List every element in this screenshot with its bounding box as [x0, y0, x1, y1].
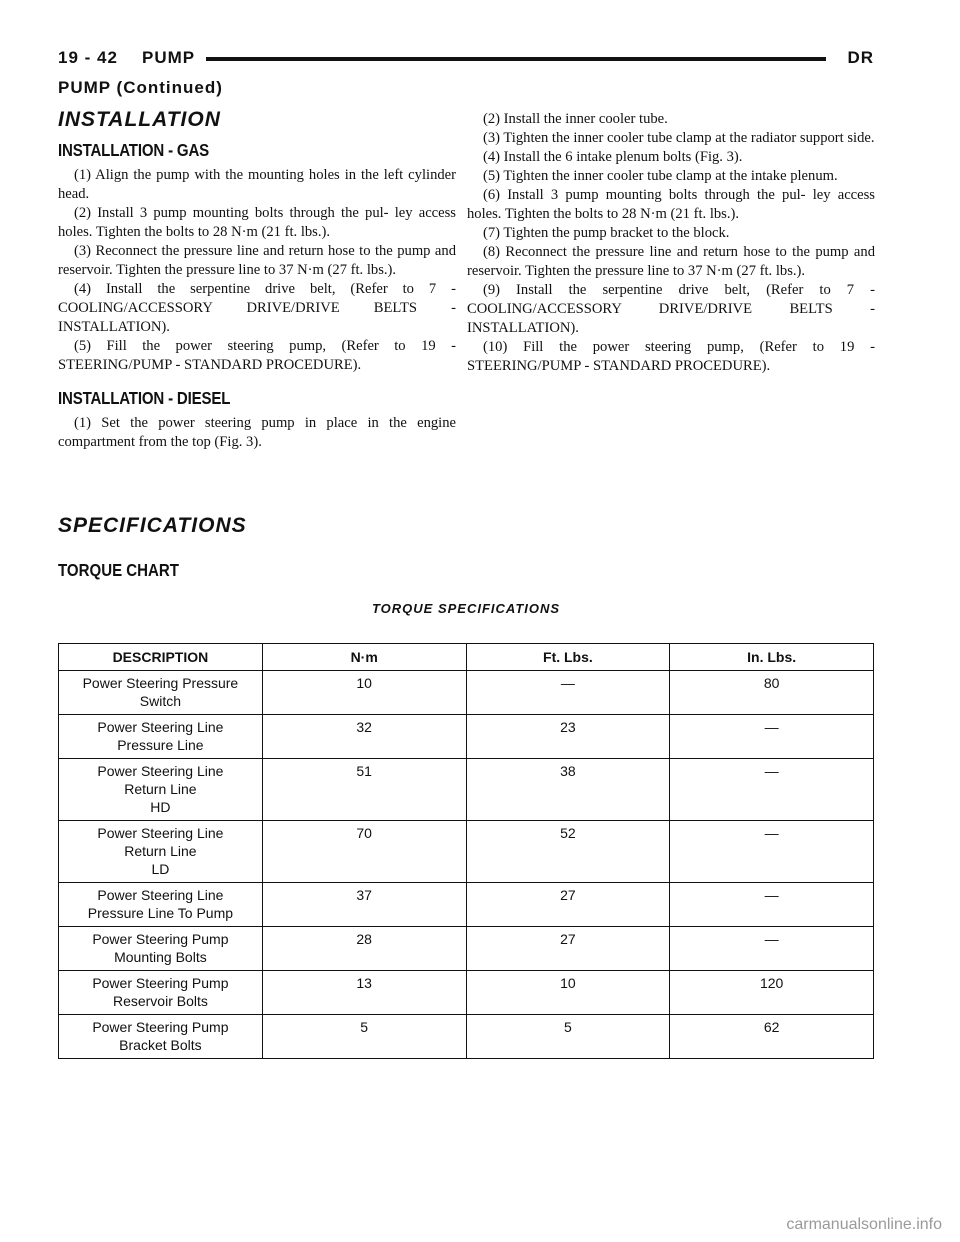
table-body [59, 671, 874, 1059]
column-header-description: DESCRIPTION [59, 644, 263, 671]
diesel-step: (10) Fill the power steering pump, (Refer to 19 - STEERING/PUMP - STANDARD PROCEDURE). [467, 339, 875, 374]
description-line: HD [150, 799, 171, 815]
torque-chart-heading: TORQUE CHART [58, 560, 179, 580]
diesel-step: (4) Install the 6 intake plenum bolts (Fig. 3). [483, 149, 743, 165]
installation-diesel-heading: INSTALLATION - DIESEL [58, 388, 231, 408]
installation-gas-heading: INSTALLATION - GAS [58, 140, 210, 160]
cell-nm: 10 [262, 671, 466, 715]
specifications-heading: SPECIFICATIONS [58, 514, 247, 537]
diesel-step: (6) Install 3 pump mounting bolts through the pul- ley access holes. Tighten the bolts to 28 N·m (21 ft. lbs.). [467, 187, 875, 222]
cell-ft-lbs: 10 [466, 971, 670, 1015]
torque-specifications-table [58, 643, 874, 1059]
cell-in-lbs: — [670, 883, 874, 927]
installation-heading: INSTALLATION [58, 108, 221, 131]
table-header-row [59, 644, 874, 671]
table-row [59, 971, 874, 1015]
header-rule [206, 57, 826, 61]
left-column [58, 110, 456, 452]
cell-nm: 5 [262, 1015, 466, 1059]
cell-nm: 28 [262, 927, 466, 971]
description-line: Power Steering Line [97, 887, 224, 903]
description-line: Power Steering Line [97, 719, 224, 735]
cell-ft-lbs: 27 [466, 883, 670, 927]
diesel-step: (7) Tighten the pump bracket to the block. [483, 225, 730, 241]
diesel-step: (9) Install the serpentine drive belt, (Refer to 7 - COOLING/ACCESSORY DRIVE/DRIVE BELTS - INSTALLATION). [467, 282, 875, 336]
table-row [59, 821, 874, 883]
description-line: Power Steering Pump [92, 1019, 229, 1035]
gas-step: (1) Align the pump with the mounting holes in the left cylinder head. [58, 167, 456, 202]
cell-ft-lbs: 27 [466, 927, 670, 971]
description-line: Reservoir Bolts [112, 993, 208, 1009]
description-line: Switch [139, 693, 182, 709]
description-line: Power Steering Pump [92, 975, 229, 991]
cell-ft-lbs: — [466, 671, 670, 715]
description-line: Pressure Line To Pump [87, 905, 234, 921]
table-caption: TORQUE SPECIFICATIONS [371, 601, 561, 616]
description-line: Return Line [124, 843, 197, 859]
cell-ft-lbs: 23 [466, 715, 670, 759]
model-code: DR [847, 48, 874, 67]
cell-nm: 70 [262, 821, 466, 883]
cell-in-lbs: — [670, 927, 874, 971]
diesel-step: (5) Tighten the inner cooler tube clamp at the intake plenum. [483, 168, 838, 184]
gas-step: (2) Install 3 pump mounting bolts through the pul- ley access holes. Tighten the bolts to 28 N·m (21 ft. lbs.). [58, 205, 456, 240]
table-row [59, 883, 874, 927]
gas-step: (4) Install the serpentine drive belt, (Refer to 7 - COOLING/ACCESSORY DRIVE/DRIVE BELTS - INSTALLATION). [58, 281, 456, 335]
description-line: Power Steering Line [97, 763, 224, 779]
column-header-ft-lbs: Ft. Lbs. [466, 644, 670, 671]
watermark: carmanualsonline.info [786, 1216, 942, 1233]
diesel-step: (3) Tighten the inner cooler tube clamp at the radiator support side. [483, 130, 875, 146]
column-header-nm: N·m [262, 644, 466, 671]
cell-in-lbs: — [670, 715, 874, 759]
cell-nm: 37 [262, 883, 466, 927]
cell-nm: 51 [262, 759, 466, 821]
cell-nm: 32 [262, 715, 466, 759]
cell-ft-lbs: 52 [466, 821, 670, 883]
description-line: Pressure Line [117, 737, 204, 753]
cell-in-lbs: — [670, 759, 874, 821]
column-header-in-lbs: In. Lbs. [670, 644, 874, 671]
cell-description [59, 821, 263, 883]
cell-description [59, 715, 263, 759]
table-row [59, 1015, 874, 1059]
cell-description [59, 671, 263, 715]
cell-ft-lbs: 38 [466, 759, 670, 821]
diesel-step: (1) Set the power steering pump in place in the engine compartment from the top (Fig. 3). [58, 415, 456, 450]
page-number: 19 - 42 [58, 48, 118, 67]
cell-in-lbs: 120 [670, 971, 874, 1015]
table-row [59, 759, 874, 821]
description-line: Power Steering Line [97, 825, 224, 841]
cell-description [59, 883, 263, 927]
table-row [59, 715, 874, 759]
cell-description [59, 759, 263, 821]
description-line: Return Line [124, 781, 197, 797]
right-column [467, 110, 875, 376]
table-row [59, 927, 874, 971]
description-line: Mounting Bolts [114, 949, 207, 965]
page-header [58, 46, 874, 72]
description-line: Power Steering Pump [92, 931, 229, 947]
description-line: LD [151, 861, 170, 877]
diesel-step: (2) Install the inner cooler tube. [483, 111, 668, 127]
gas-step: (5) Fill the power steering pump, (Refer to 19 - STEERING/PUMP - STANDARD PROCEDURE). [58, 338, 456, 373]
cell-nm: 13 [262, 971, 466, 1015]
cell-in-lbs: 80 [670, 671, 874, 715]
section-name: PUMP [142, 48, 196, 67]
cell-description [59, 1015, 263, 1059]
cell-description [59, 971, 263, 1015]
continued-heading: PUMP (Continued) [58, 78, 223, 97]
gas-step: (3) Reconnect the pressure line and return hose to the pump and reservoir. Tighten the pressure line to 37 N·m (27 ft. lbs.). [58, 243, 456, 278]
description-line: Power Steering Pressure [82, 675, 239, 691]
diesel-step: (8) Reconnect the pressure line and return hose to the pump and reservoir. Tighten the pressure line to 37 N·m (27 ft. lbs.). [467, 244, 875, 279]
cell-in-lbs: 62 [670, 1015, 874, 1059]
cell-in-lbs: — [670, 821, 874, 883]
cell-ft-lbs: 5 [466, 1015, 670, 1059]
table-row [59, 671, 874, 715]
description-line: Bracket Bolts [119, 1037, 202, 1053]
cell-description [59, 927, 263, 971]
